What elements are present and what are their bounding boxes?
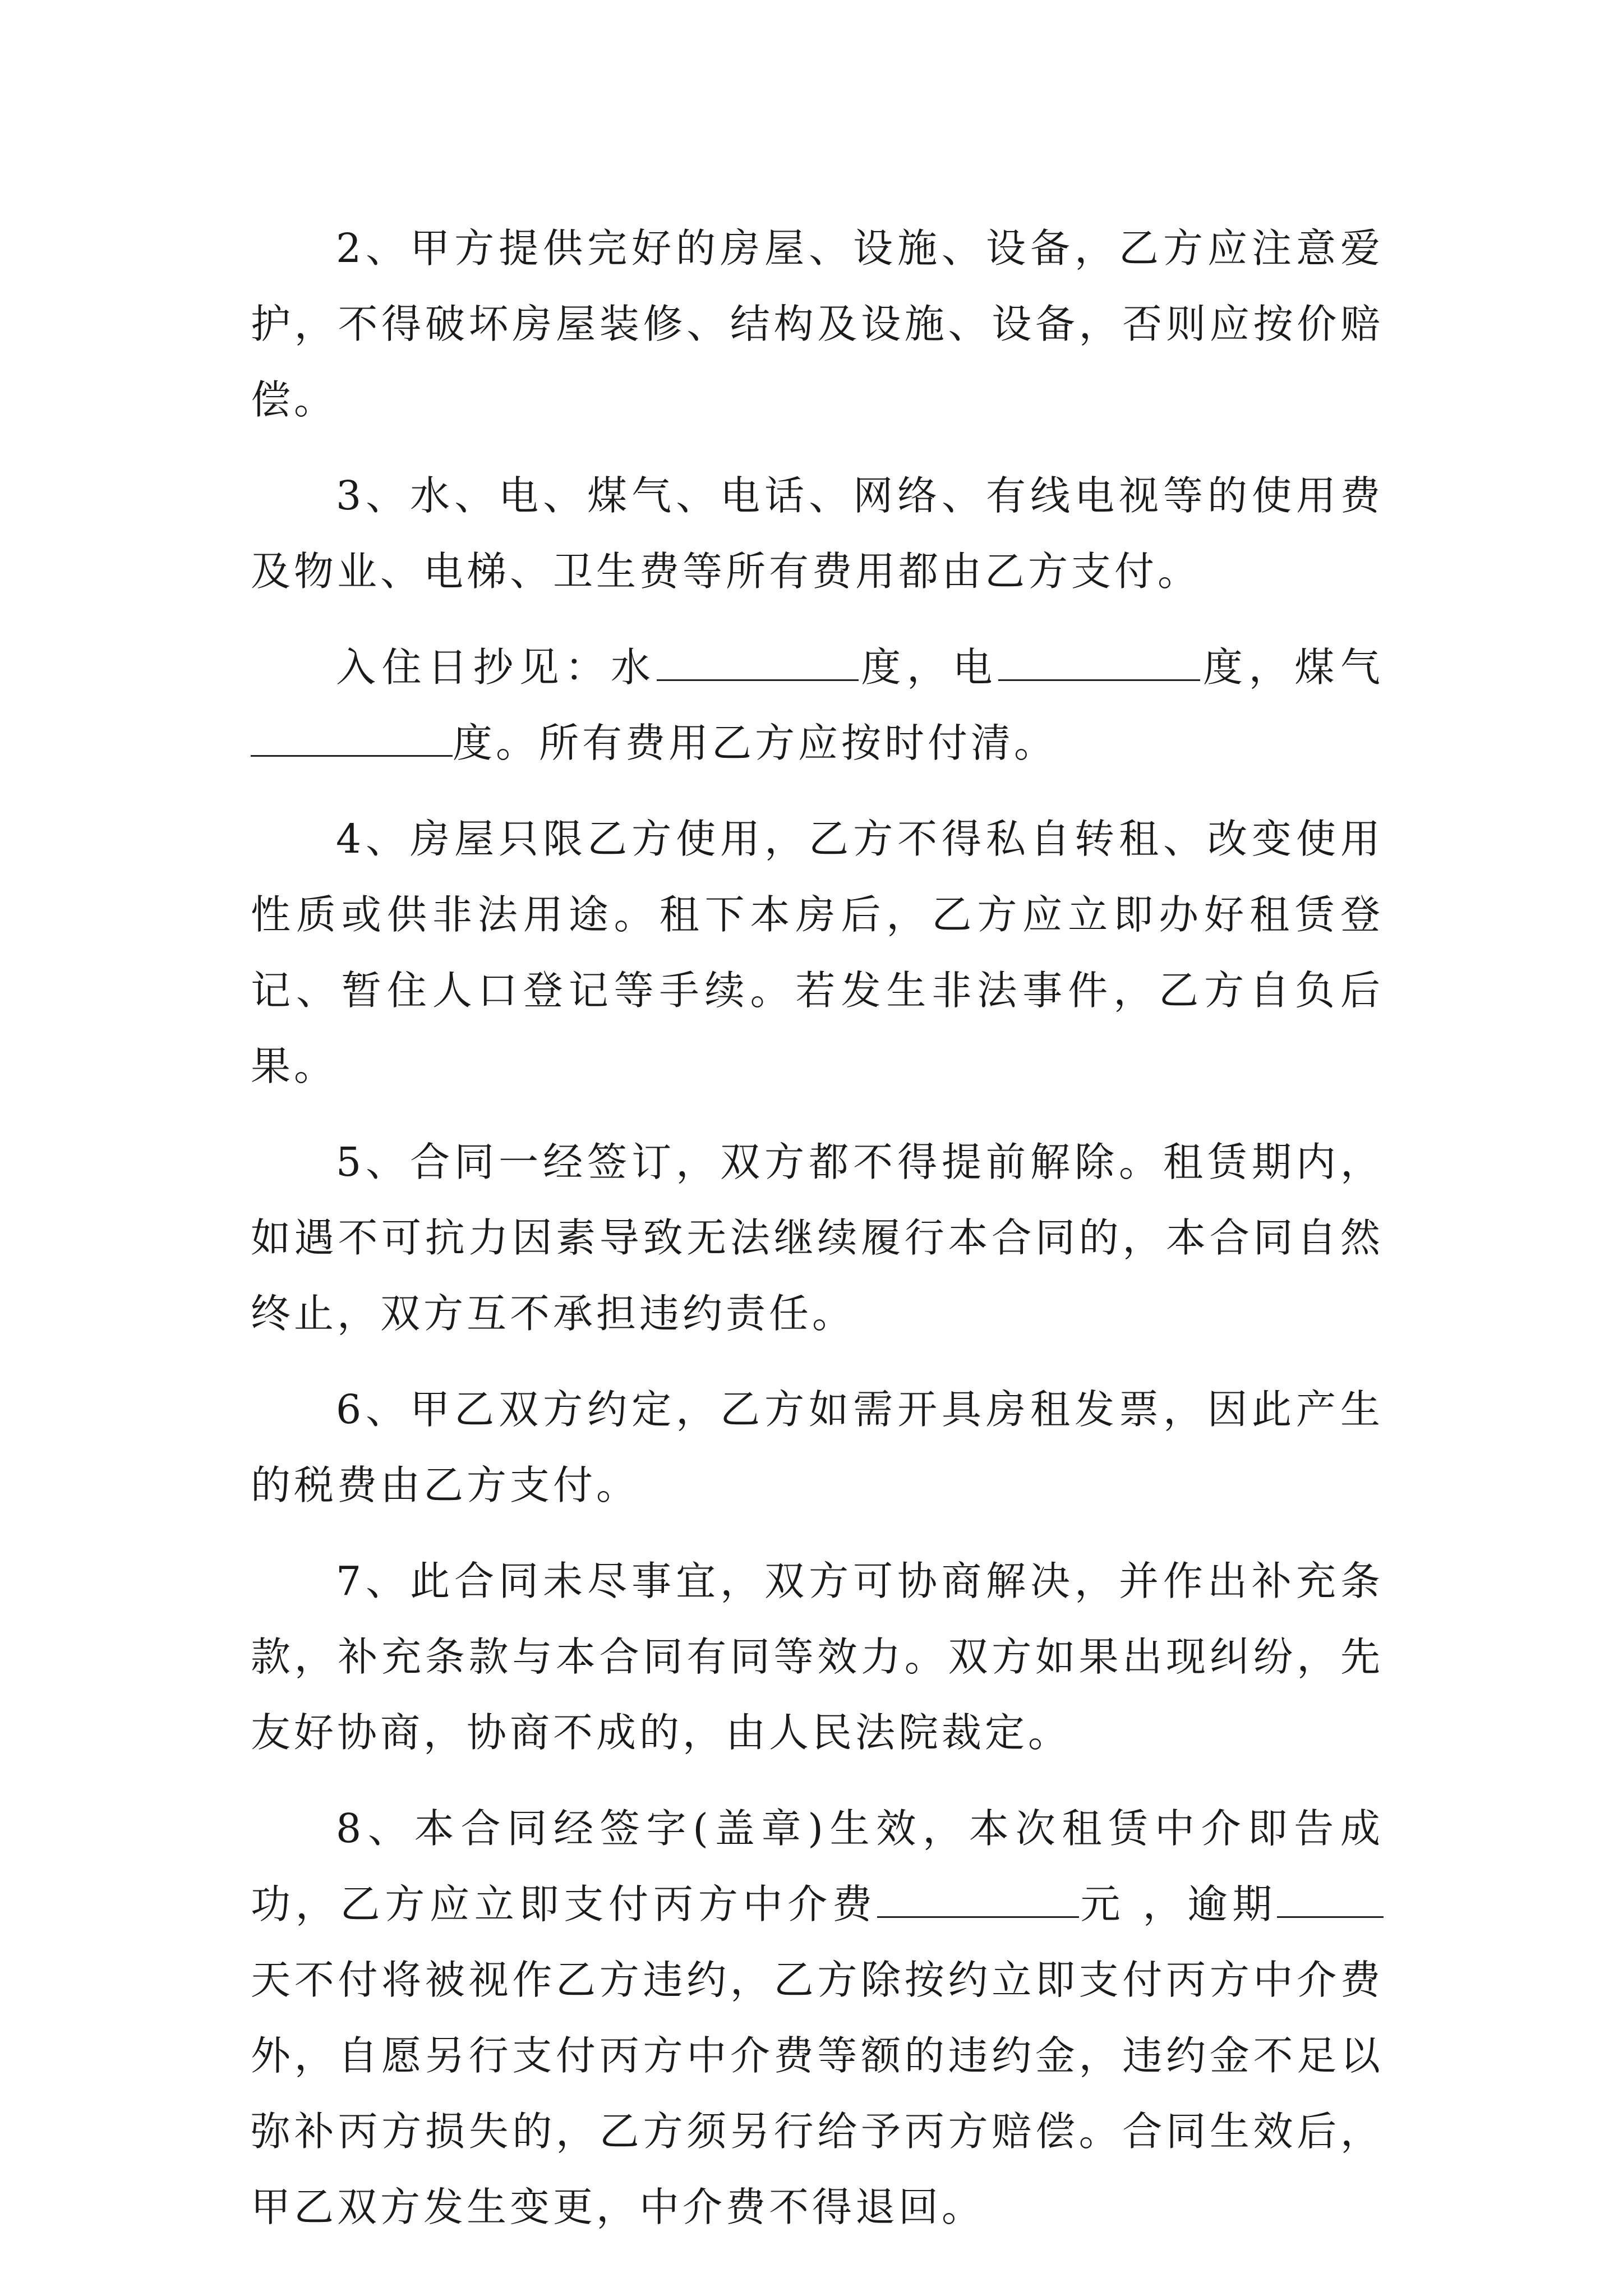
meter-reading-line [251,629,1384,781]
meter-unit-water: 度，电 [858,644,999,691]
clause-5: 5、合同一经签订，双方都不得提前解除。租赁期内，如遇不可抗力因素导致无法继续履行本合同的，本合同自然终止，双方互不承担违约责任。 [251,1139,1384,1337]
gas-reading-blank [251,720,453,757]
meter-suffix: 度。所有费用乙方应按时付清。 [453,720,1058,766]
clause-4: 4、房屋只限乙方使用，乙方不得私自转租、改变使用性质或供非法用途。租下本房后，乙方应立即办好租赁登记、暂住人口登记等手续。若发生非法事件，乙方自负后果。 [251,816,1384,1089]
meter-unit-electricity: 度，煤气 [1200,644,1384,691]
document-body [251,210,1384,2265]
clause-3: 3、水、电、煤气、电话、网络、有线电视等的使用费及物业、电梯、卫生费等所有费用都由乙方支付。 [251,472,1384,595]
clause-8-part2: 元 ，逾期 [1078,1881,1277,1927]
clause-2: 2、甲方提供完好的房屋、设施、设备，乙方应注意爱护，不得破坏房屋装修、结构及设施、设备，否则应按价赔偿。 [251,225,1384,423]
clause-8-part1: 8、本合同经签字(盖章)生效，本次租赁中介即告成功，乙方应立即支付丙方中介费 [251,1805,1384,1927]
clause-8-part3: 天不付将被视作乙方违约，乙方除按约立即支付丙方中介费外，自愿另行支付丙方中介费等额的违约金，违约金不足以弥补丙方损失的，乙方须另行给予丙方赔偿。合同生效后，甲乙双方发生变更，中介费不得退回。 [251,1957,1384,2230]
water-reading-blank [657,645,859,681]
meter-prefix: 入住日抄见：水 [336,644,657,691]
electricity-reading-blank [998,645,1200,681]
overdue-days-blank [1277,1881,1384,1918]
clause-7: 7、此合同未尽事宜，双方可协商解决，并作出补充条款，补充条款与本合同有同等效力。双方如果出现纠纷，先友好协商，协商不成的，由人民法院裁定。 [251,1558,1384,1756]
clause-8 [251,1791,1384,2245]
clause-6: 6、甲乙双方约定，乙方如需开具房租发票，因此产生的税费由乙方支付。 [251,1386,1384,1508]
agency-fee-blank [877,1881,1079,1918]
